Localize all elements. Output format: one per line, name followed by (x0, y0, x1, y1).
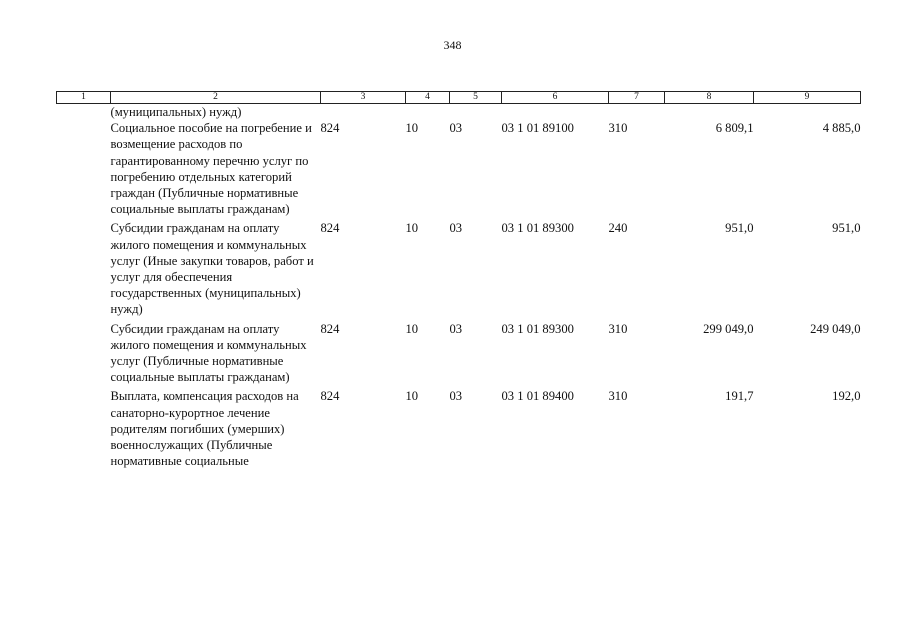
row-section-code: 10 (405, 321, 419, 336)
table-row (57, 120, 861, 217)
header-col-1: 1 (57, 92, 111, 104)
row-description: Субсидии гражданам на оплату жилого помещения и коммунальных услуг (Иные закупки товаров, работ и услуг для обеспечения государственных (муниципальных) нужд) (110, 221, 314, 317)
table-row (57, 385, 861, 469)
header-col-7: 7 (609, 92, 665, 104)
row-subsection-code: 03 (449, 321, 463, 336)
row-amount-1: 951,0 (725, 221, 754, 236)
header-row (57, 92, 861, 104)
row-ministry-code: 824 (320, 321, 340, 336)
row-target-article: 03 1 01 89400 (501, 389, 574, 404)
continuation-row (57, 104, 861, 121)
row-amount-1: 299 049,0 (703, 321, 754, 336)
header-col-3: 3 (321, 92, 406, 104)
row-amount-2: 192,0 (832, 389, 861, 404)
row-target-article: 03 1 01 89100 (501, 121, 574, 136)
row-description: Социальное пособие на погребение и возмещение расходов по гарантированному перечню услуг по погребению отдельных категорий граждан (Публичные нормативные социальные выплаты гражданам) (110, 121, 312, 217)
row-amount-1: 191,7 (725, 389, 754, 404)
row-section-code: 10 (405, 121, 419, 136)
row-ministry-code: 824 (320, 389, 340, 404)
row-amount-2: 249 049,0 (810, 321, 861, 336)
row-target-article: 03 1 01 89300 (501, 221, 574, 236)
table-row (57, 217, 861, 317)
budget-table (56, 91, 861, 469)
row-ministry-code: 824 (320, 121, 340, 136)
row-subsection-code: 03 (449, 389, 463, 404)
header-col-5: 5 (450, 92, 502, 104)
row-description: Субсидии гражданам на оплату жилого помещения и коммунальных услуг (Публичные нормативные социальные выплаты гражданам) (110, 321, 307, 385)
row-expense-type: 310 (608, 389, 628, 404)
header-col-4: 4 (406, 92, 450, 104)
row-expense-type: 310 (608, 321, 628, 336)
row-section-code: 10 (405, 221, 419, 236)
header-col-2: 2 (111, 92, 321, 104)
row-section-code: 10 (405, 389, 419, 404)
row-amount-1: 6 809,1 (715, 121, 754, 136)
header-col-9: 9 (754, 92, 861, 104)
continuation-text: (муниципальных) нужд) (110, 105, 242, 119)
table-row (57, 318, 861, 386)
row-subsection-code: 03 (449, 121, 463, 136)
header-col-6: 6 (502, 92, 609, 104)
row-ministry-code: 824 (320, 221, 340, 236)
row-target-article: 03 1 01 89300 (501, 321, 574, 336)
row-expense-type: 240 (608, 221, 628, 236)
header-col-8: 8 (665, 92, 754, 104)
row-expense-type: 310 (608, 121, 628, 136)
row-amount-2: 4 885,0 (822, 121, 861, 136)
row-amount-2: 951,0 (832, 221, 861, 236)
page-number: 348 (443, 38, 462, 52)
row-description: Выплата, компенсация расходов на санаторно-курортное лечение родителям погибших (умерших) военнослужащих (Публичные нормативные социальные (110, 389, 299, 469)
row-subsection-code: 03 (449, 221, 463, 236)
